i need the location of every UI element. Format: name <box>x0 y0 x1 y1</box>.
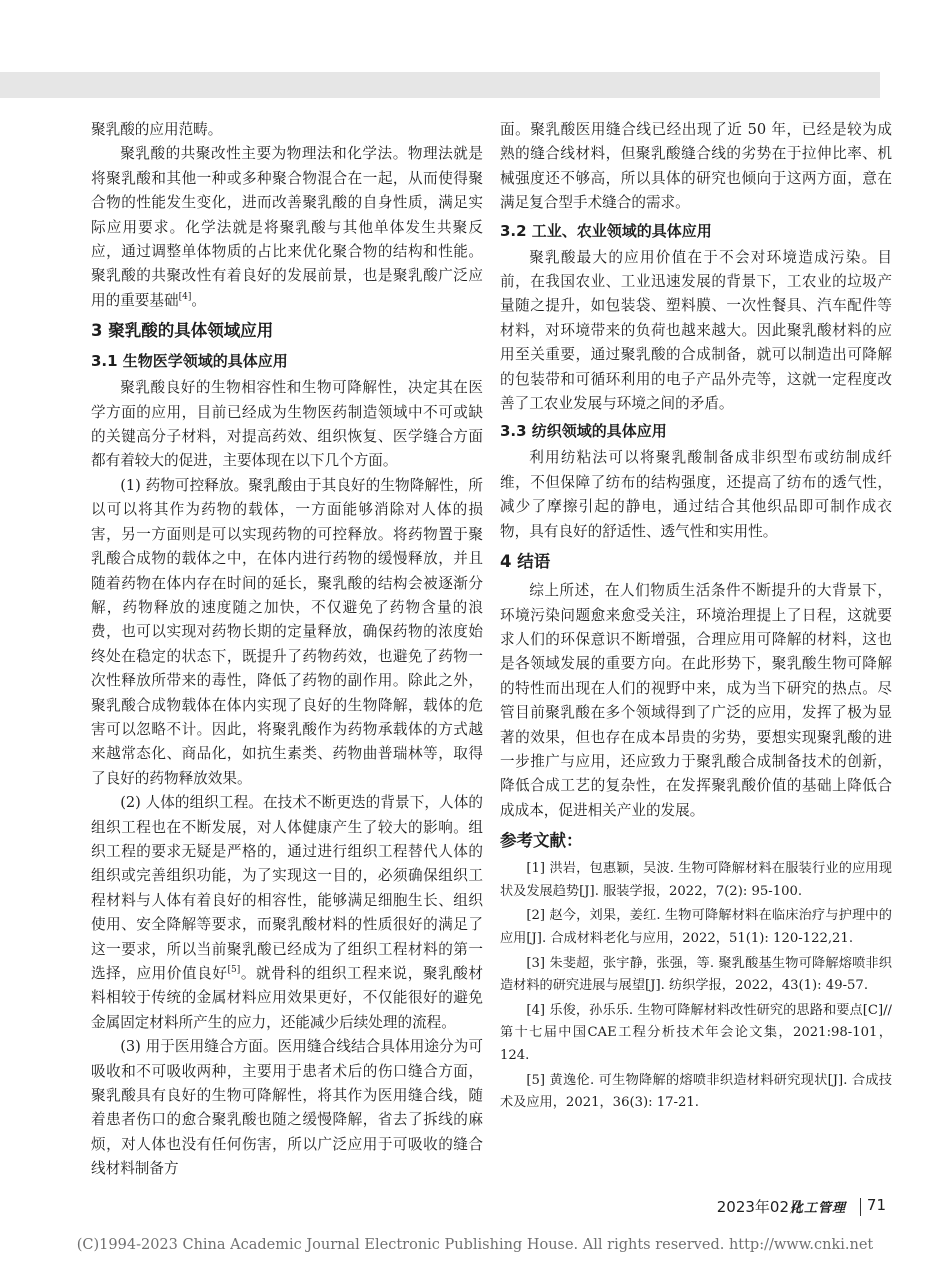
paragraph-text: 聚乳酸的共聚改性主要为物理法和化学法。物理法就是将聚乳酸和其他一种或多种聚合物混合在一起，从而使得聚合物的性能发生变化，进而改善聚乳酸的自身性质，满足实际应用要求。化学法就是将聚乳酸与其他单体发生共聚反应，通过调整单体物质的占比来优化聚合物的结构和性能。聚乳酸的共聚改性有着良好的发展前景，也是聚乳酸广泛应用的重要基础 <box>91 145 483 309</box>
reference-item: [3] 朱斐超，张宇静，张强，等. 聚乳酸基生物可降解熔喷非织造材料的研究进展与展望[J]. 纺织学报，2022，43(1): 49-57. <box>500 955 892 994</box>
subsection-heading: 3.2 工业、农业领域的具体应用 <box>500 221 712 240</box>
journal-name: 化工管理 <box>789 1201 846 1216</box>
footer-divider <box>860 1198 861 1216</box>
paragraph: 利用纺粘法可以将聚乳酸制备成非织型布或纺制成纤维，不但保障了纺布的结构强度，还提高了纺布的透气性，减少了摩擦引起的静电，通过结合其他织品即可制作成衣物，具有良好的舒适性、透气性和实用性。 <box>500 449 892 540</box>
paragraph: 聚乳酸良好的生物相容性和生物可降解性，决定其在医学方面的应用，目前已经成为生物医药制造领域中不可或缺的关键高分子材料，对提高药效、组织恢复、医学缝合方面都有着较大的促进，主要体现在以下几个方面。 <box>91 379 483 470</box>
reference-item: [2] 赵今，刘果，姜红. 生物可降解材料在临床治疗与护理中的应用[J]. 合成材料老化与应用，2022，51(1): 120-122,21. <box>500 908 892 946</box>
citation: [5] <box>227 965 241 976</box>
paragraph-text: 。就骨科的组织工程来说，聚乳酸材料相较于传统的金属材料应用效果更好，不仅能很好的避免金属固定材料所产生的应力，还能减少后续处理的流程。 <box>91 965 483 1031</box>
page-footer <box>0 1196 950 1220</box>
page-number: 71 <box>866 1196 886 1214</box>
copyright-notice: (C)1994-2023 China Academic Journal Electronic Publishing House. All rights reserved. http://www.cnki.net <box>76 1237 874 1253</box>
section-heading: 4 结语 <box>500 552 551 572</box>
paragraph <box>91 791 483 1035</box>
paragraph: 聚乳酸最大的应用价值在于不会对环境造成污染。目前，在我国农业、工业迅速发展的背景下，工农业的垃圾产量随之提升，如包装袋、塑料膜、一次性餐具、汽车配件等材料，对环境带来的负荷也越来越大。因此聚乳酸材料的应用至关重要，通过聚乳酸的合成制备，就可以制造出可降解的包装带和可循环利用的电子产品外壳等，这就一定程度改善了工农业发展与环境之间的矛盾。 <box>500 248 892 413</box>
subsection-heading: 3.3 纺织领域的具体应用 <box>500 422 667 441</box>
reference-item: [5] 黄逸伦. 可生物降解的熔喷非织造材料研究现状[J]. 合成技术及应用，2021，36(3): 17-21. <box>500 1072 892 1111</box>
references-heading: 参考文献： <box>500 831 583 851</box>
paragraph <box>91 142 483 313</box>
header-band <box>0 72 880 98</box>
right-column <box>500 118 892 1115</box>
reference-list <box>500 858 892 1115</box>
reference-item: [1] 洪岩，包惠颖，吴波. 生物可降解材料在服装行业的应用现状及发展趋势[J]. 服装学报，2022，7(2): 95-100. <box>500 861 892 899</box>
left-column <box>91 118 483 1182</box>
paragraph-text: 。 <box>191 291 206 309</box>
section-heading: 3 聚乳酸的具体领域应用 <box>91 321 274 341</box>
paragraph: 综上所述，在人们物质生活条件不断提升的大背景下，环境污染问题愈来愈受关注，环境治理提上了日程，这就要求人们的环保意识不断增强，合理应用可降解的材料，这也是各领域发展的重要方向。在此形势下，聚乳酸生物可降解的特性而出现在人们的视野中来，成为当下研究的热点。尽管目前聚乳酸在多个领域得到了广泛的应用，发挥了极为显著的效果，但也存在成本昂贵的劣势，要想实现聚乳酸的进一步推广与应用，还应致力于聚乳酸合成制备技术的创新，降低合成工艺的复杂性，在发挥聚乳酸价值的基础上降低合成成本，促进相关产业的发展。 <box>500 582 892 819</box>
paragraph: 面。聚乳酸医用缝合线已经出现了近 50 年，已经是较为成熟的缝合线材料，但聚乳酸缝合线的劣势在于拉伸比率、机械强度还不够高，所以具体的研究也倾向于这两方面，意在满足复合型手术缝合的需求。 <box>500 121 892 212</box>
paragraph: 聚乳酸的应用范畴。 <box>91 121 223 138</box>
citation: [4] <box>178 291 192 302</box>
reference-item: [4] 乐俊，孙乐乐. 生物可降解材料改性研究的思路和要点[C]// 第十七届中国CAE工程分析技术年会论文集，2021:98-101，124. <box>500 1002 892 1063</box>
paragraph: (1) 药物可控释放。聚乳酸由于其良好的生物降解性，所以可以将其作为药物的载体，一方面能够消除对人体的损害，另一方面则是可以实现药物的可控释放。将药物置于聚乳酸合成物的载体之中，在体内进行药物的缓慢释放，并且随着药物在体内存在时间的延长，聚乳酸的结构会被逐渐分解，药物释放的速度随之加快，不仅避免了药物含量的浪费，也可以实现对药物长期的定量释放，确保药物的浓度始终处在稳定的状态下，既提升了药物药效，也避免了药物一次性释放所带来的毒性，降低了药物的副作用。除此之外，聚乳酸合成物载体在体内实现了良好的生物降解，载体的危害可以忽略不计。因此，将聚乳酸作为药物承载体的方式越来越常态化、商品化，如抗生素类、药物曲普瑞林等，取得了良好的药物释放效果。 <box>91 476 483 787</box>
subsection-heading: 3.1 生物医学领域的具体应用 <box>91 352 288 371</box>
paragraph-text: (2) 人体的组织工程。在技术不断更迭的背景下，人体的组织工程也在不断发展，对人体健康产生了较大的影响。组织工程的要求无疑是严格的，通过进行组织工程替代人体的组织或完善组织功能，为了实现这一目的，必须确保组织工程材料与人体有着良好的相容性，能够满足细胞生长、组织使用、安全降解等要求，而聚乳酸材料的性质很好的满足了这一要求，所以当前聚乳酸已经成为了组织工程材料的第一选择，应用价值良好 <box>91 794 483 982</box>
issue-date: 2023年02月 <box>716 1198 804 1216</box>
paragraph: (3) 用于医用缝合方面。医用缝合线结合具体用途分为可吸收和不可吸收两种，主要用于患者术后的伤口缝合方面，聚乳酸具有良好的生物可降解性，将其作为医用缝合线，随着患者伤口的愈合聚乳酸也随之缓慢降解，省去了拆线的麻烦，对人体也没有任何伤害，所以广泛应用于可吸收的缝合线材料制备方 <box>91 1038 483 1178</box>
